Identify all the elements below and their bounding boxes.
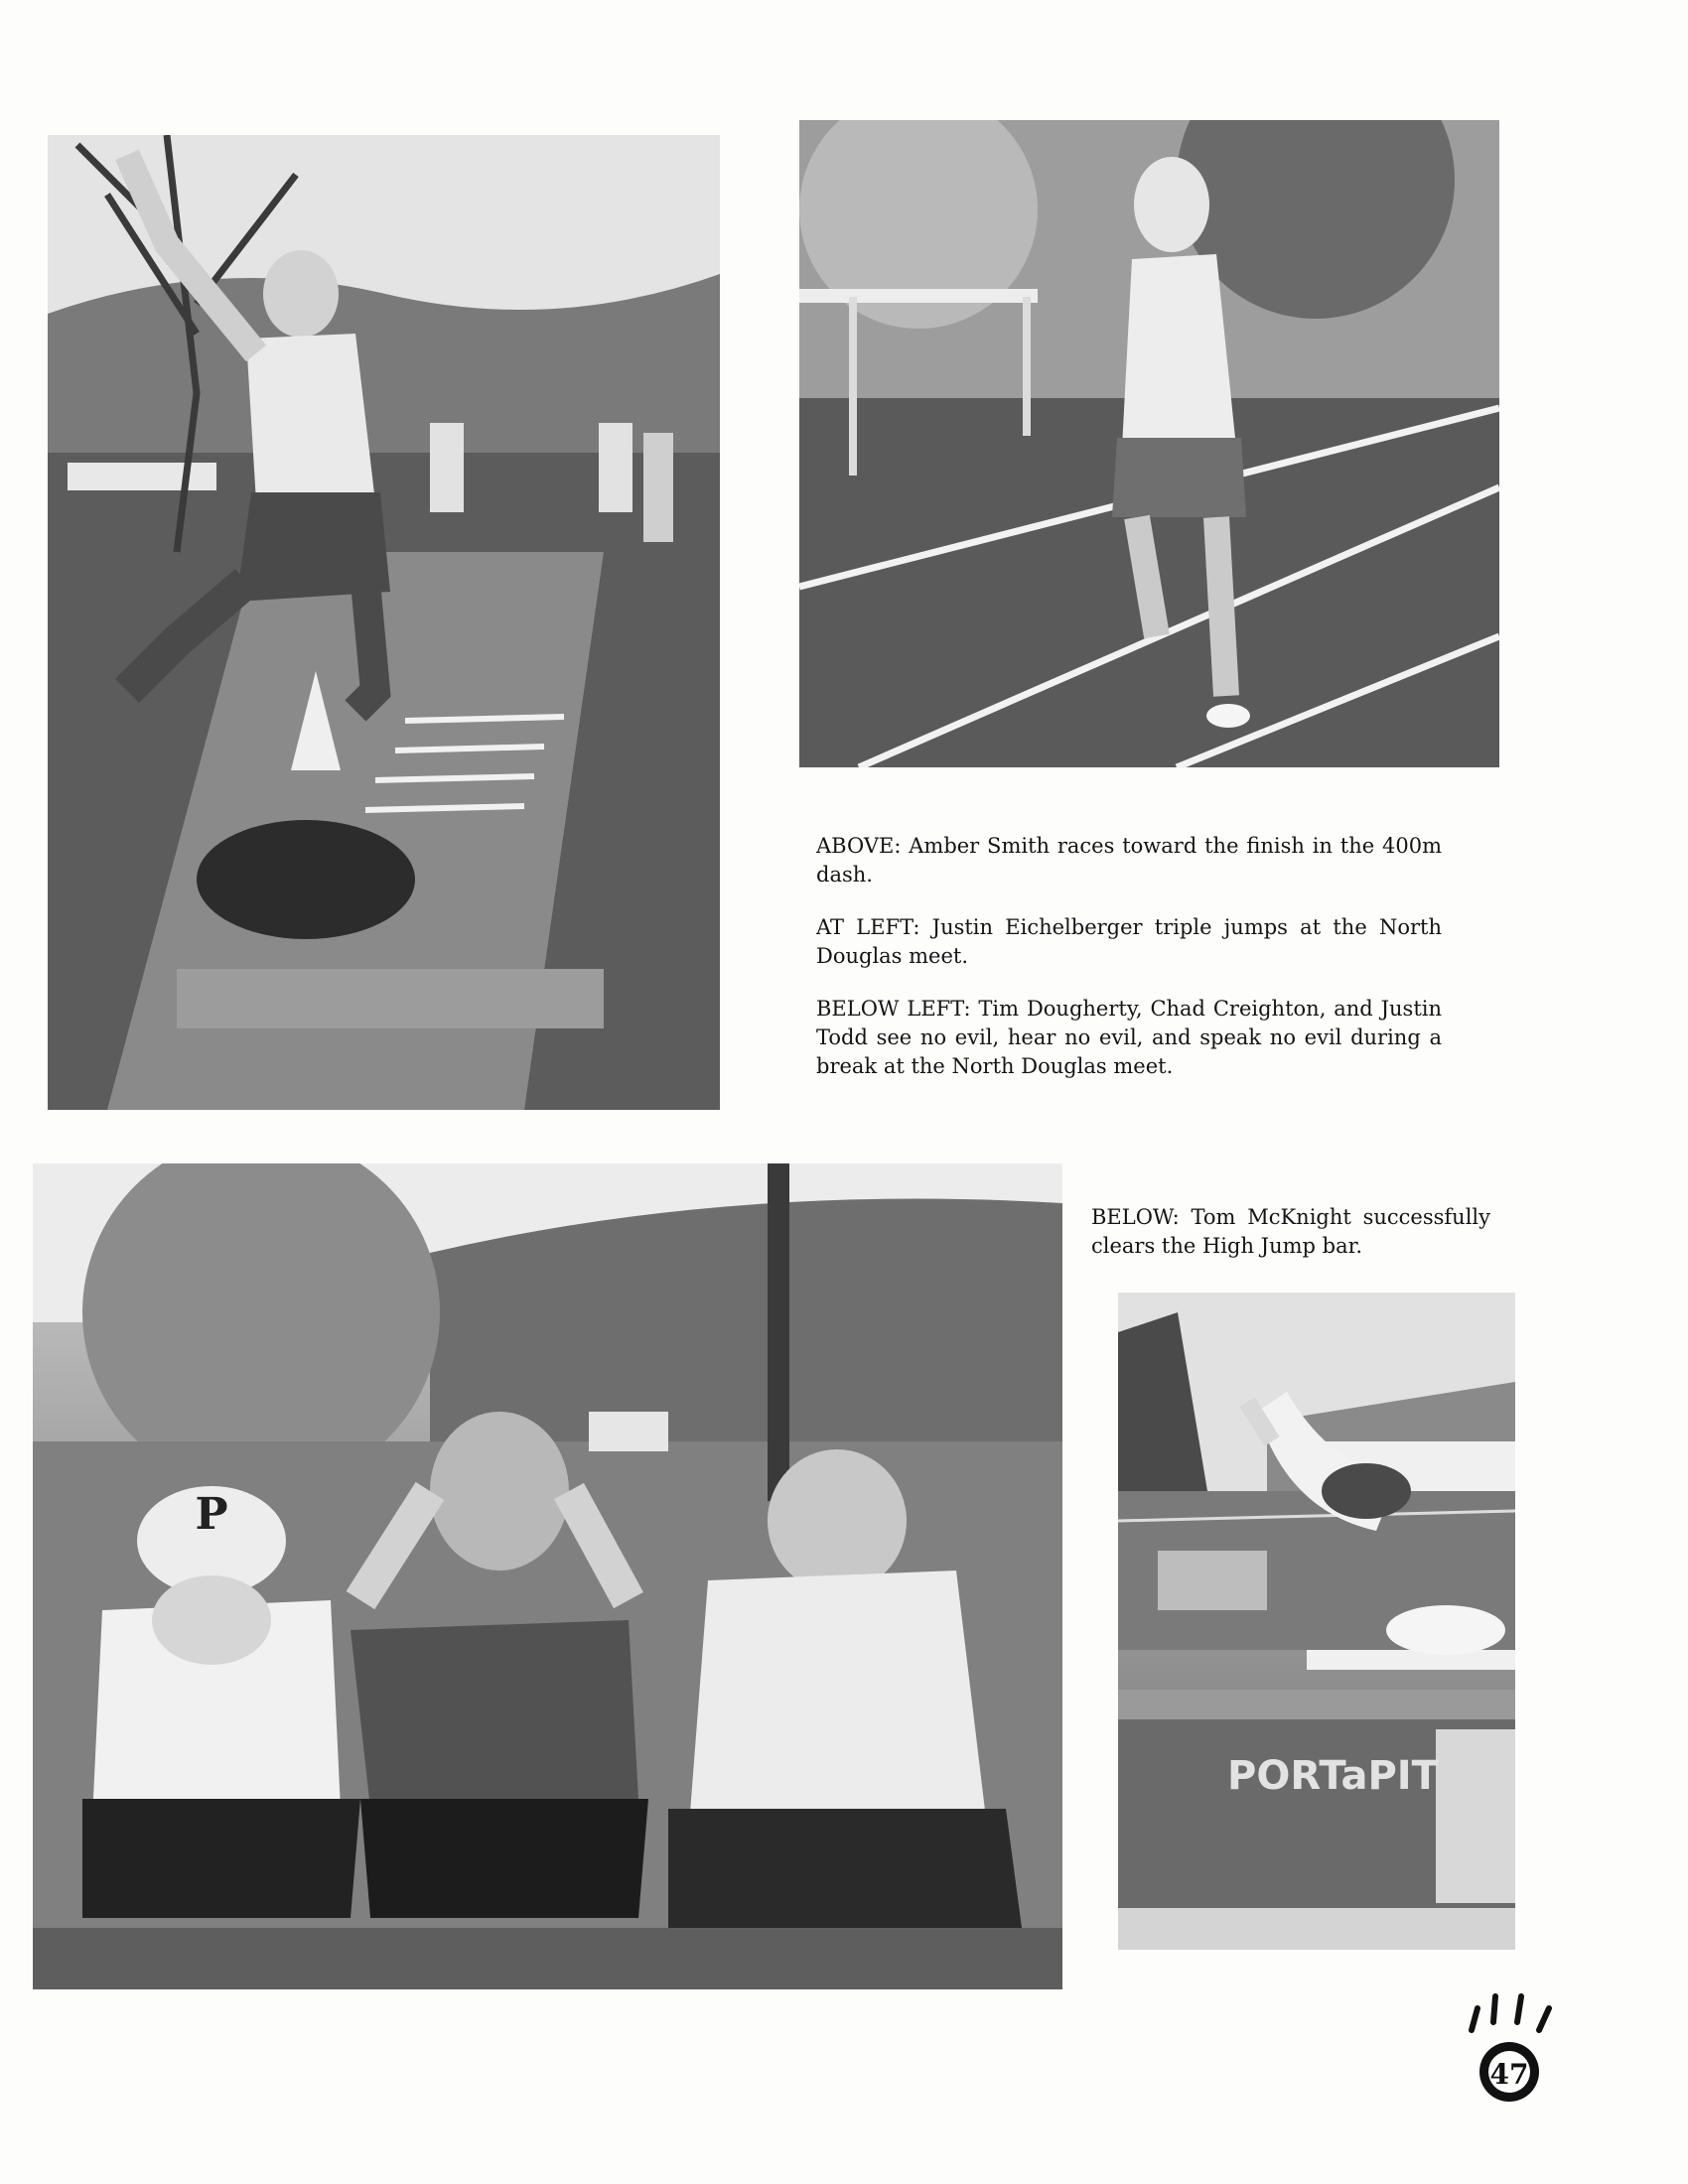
caption-below: BELOW: Tom McKnight successfully clears the High Jump bar. xyxy=(1091,1205,1490,1258)
no-evil-scene xyxy=(33,1163,1062,1989)
dash-scene xyxy=(799,120,1499,767)
paw-icon xyxy=(1460,1990,1559,2110)
page-number: 47 xyxy=(1489,2058,1529,2091)
caption-above: ABOVE: Amber Smith races toward the finish in the 400m dash. xyxy=(816,834,1442,887)
mat-brand: PORTaPIT xyxy=(1227,1753,1439,1799)
caption-at-left: AT LEFT: Justin Eichelberger triple jumps at the North Douglas meet. xyxy=(816,915,1442,968)
cap-letter: P xyxy=(195,1489,228,1540)
photo-400m-dash xyxy=(799,120,1499,767)
caption-below-left: BELOW LEFT: Tim Dougherty, Chad Creighton, and Justin Todd see no evil, hear no evil, and speak no evil during a break at the North Douglas meet. xyxy=(816,997,1442,1078)
captions-column xyxy=(816,832,1442,1081)
photo-no-evil xyxy=(33,1163,1062,1989)
photo-triple-jump xyxy=(48,135,720,1110)
page-number-paw xyxy=(1460,1990,1559,2110)
photo-high-jump xyxy=(1118,1293,1515,1950)
high-jump-scene xyxy=(1118,1293,1515,1950)
triple-jump-scene xyxy=(48,135,720,1110)
